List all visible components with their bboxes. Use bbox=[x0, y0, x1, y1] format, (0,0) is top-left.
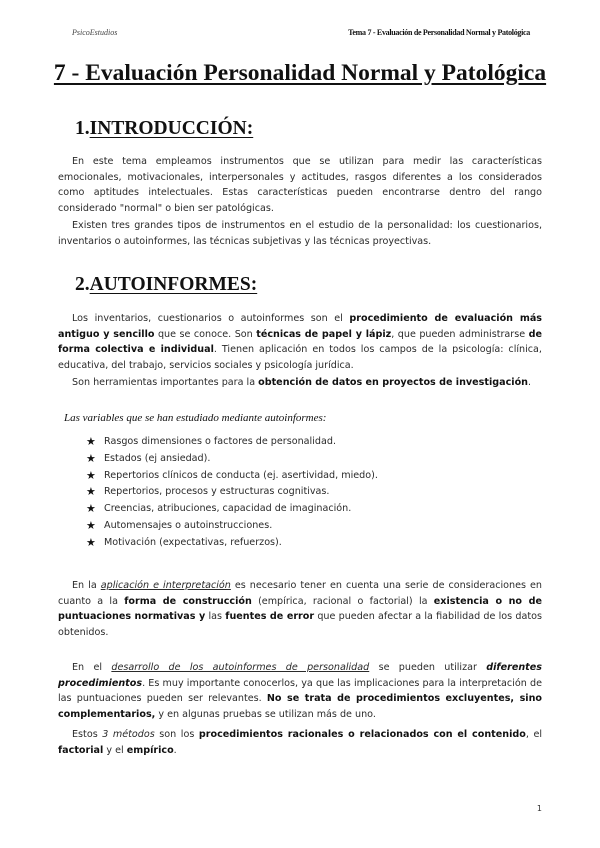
page-title: 7 - Evaluación Personalidad Normal y Patológica bbox=[53, 60, 547, 86]
black-star-icon: ★ bbox=[86, 502, 96, 516]
list-item: ★ Automensajes o autoinstrucciones. bbox=[86, 518, 378, 535]
list-item: ★ Creencias, atribuciones, capacidad de imaginación. bbox=[86, 501, 378, 518]
black-star-icon: ★ bbox=[86, 435, 96, 448]
auto-paragraph-2: Son herramientas importantes para la obtención de datos en proyectos de investigación. bbox=[72, 377, 532, 388]
auto-paragraph-4: En el desarrollo de los autoinformes de personalidad se pueden utilizar diferentes procedimientos. Es muy importante conocerlos, ya que las implicaciones para la interpretación de las puntuaciones pueden ser relevantes. No se trata de procedimientos excluyentes, sino complementarios, y en algunas pruebas se utilizan más de uno. bbox=[58, 662, 542, 720]
black-star-icon: ★ bbox=[86, 451, 96, 465]
section-title: AUTOINFORMES: bbox=[89, 274, 258, 295]
list-item: ★ Motivación (expectativas, refuerzos). bbox=[86, 535, 378, 552]
variables-subtitle: Las variables que se han estudiado mediante autoinformes: bbox=[64, 412, 327, 424]
page-number: 1 bbox=[536, 804, 542, 813]
section-heading-autoinformes bbox=[75, 274, 257, 296]
list-item: ★ Rasgos dimensiones o factores de personalidad. bbox=[86, 434, 378, 451]
section-number: 2. bbox=[75, 274, 90, 295]
header-right: Tema 7 - Evaluación de Personalidad Normal y Patológica bbox=[348, 28, 530, 37]
auto-paragraph-5: Estos 3 métodos son los procedimientos racionales o relacionados con el contenido, el factorial y el empírico. bbox=[58, 729, 543, 756]
intro-paragraph-1: En este tema empleamos instrumentos que se utilizan para medir las características emocionales, motivacionales, interpersonales y actitudes, rasgos diferentes a los considerados como aptitudes intelectuales. Estas características pueden encontrarse dentro del rango considerado "normal" o bien ser patológicas. bbox=[58, 156, 542, 214]
auto-paragraph-1: Los inventarios, cuestionarios o autoinformes son el procedimiento de evaluación más antiguo y sencillo que se conoce. Son técnicas de papel y lápiz, que pueden administrarse de forma colectiva e individual. Tienen aplicación en todos los campos de la psicología: clínica, educativa, del trabajo, servicios sociales y psicología jurídica. bbox=[58, 313, 542, 371]
header-left: PsicoEstudios bbox=[72, 28, 118, 37]
intro-paragraph-2: Existen tres grandes tipos de instrumentos en el estudio de la personalidad: los cuestionarios, inventarios o autoinformes, las técnicas subjetivas y las técnicas proyectivas. bbox=[58, 220, 542, 247]
list-item: ★ Repertorios, procesos y estructuras cognitivas. bbox=[86, 484, 378, 501]
variables-list bbox=[86, 434, 378, 552]
section-heading-introduccion bbox=[75, 118, 253, 140]
auto-paragraph-3: En la aplicación e interpretación es necesario tener en cuenta una serie de consideraciones en cuanto a la forma de construcción (empírica, racional o factorial) la existencia o no de puntuaciones normativas y las fuentes de error que pueden afectar a la fiabilidad de los datos obtenidos. bbox=[58, 580, 542, 638]
black-star-icon: ★ bbox=[86, 468, 96, 482]
list-item: ★ Repertorios clínicos de conducta (ej. asertividad, miedo). bbox=[86, 468, 378, 485]
black-star-icon: ★ bbox=[86, 518, 96, 532]
black-star-icon: ★ bbox=[86, 485, 96, 499]
black-star-icon: ★ bbox=[86, 535, 96, 549]
section-number: 1. bbox=[75, 118, 90, 139]
section-title: INTRODUCCIÓN: bbox=[89, 118, 254, 139]
list-item: ★ Estados (ej ansiedad). bbox=[86, 451, 378, 468]
